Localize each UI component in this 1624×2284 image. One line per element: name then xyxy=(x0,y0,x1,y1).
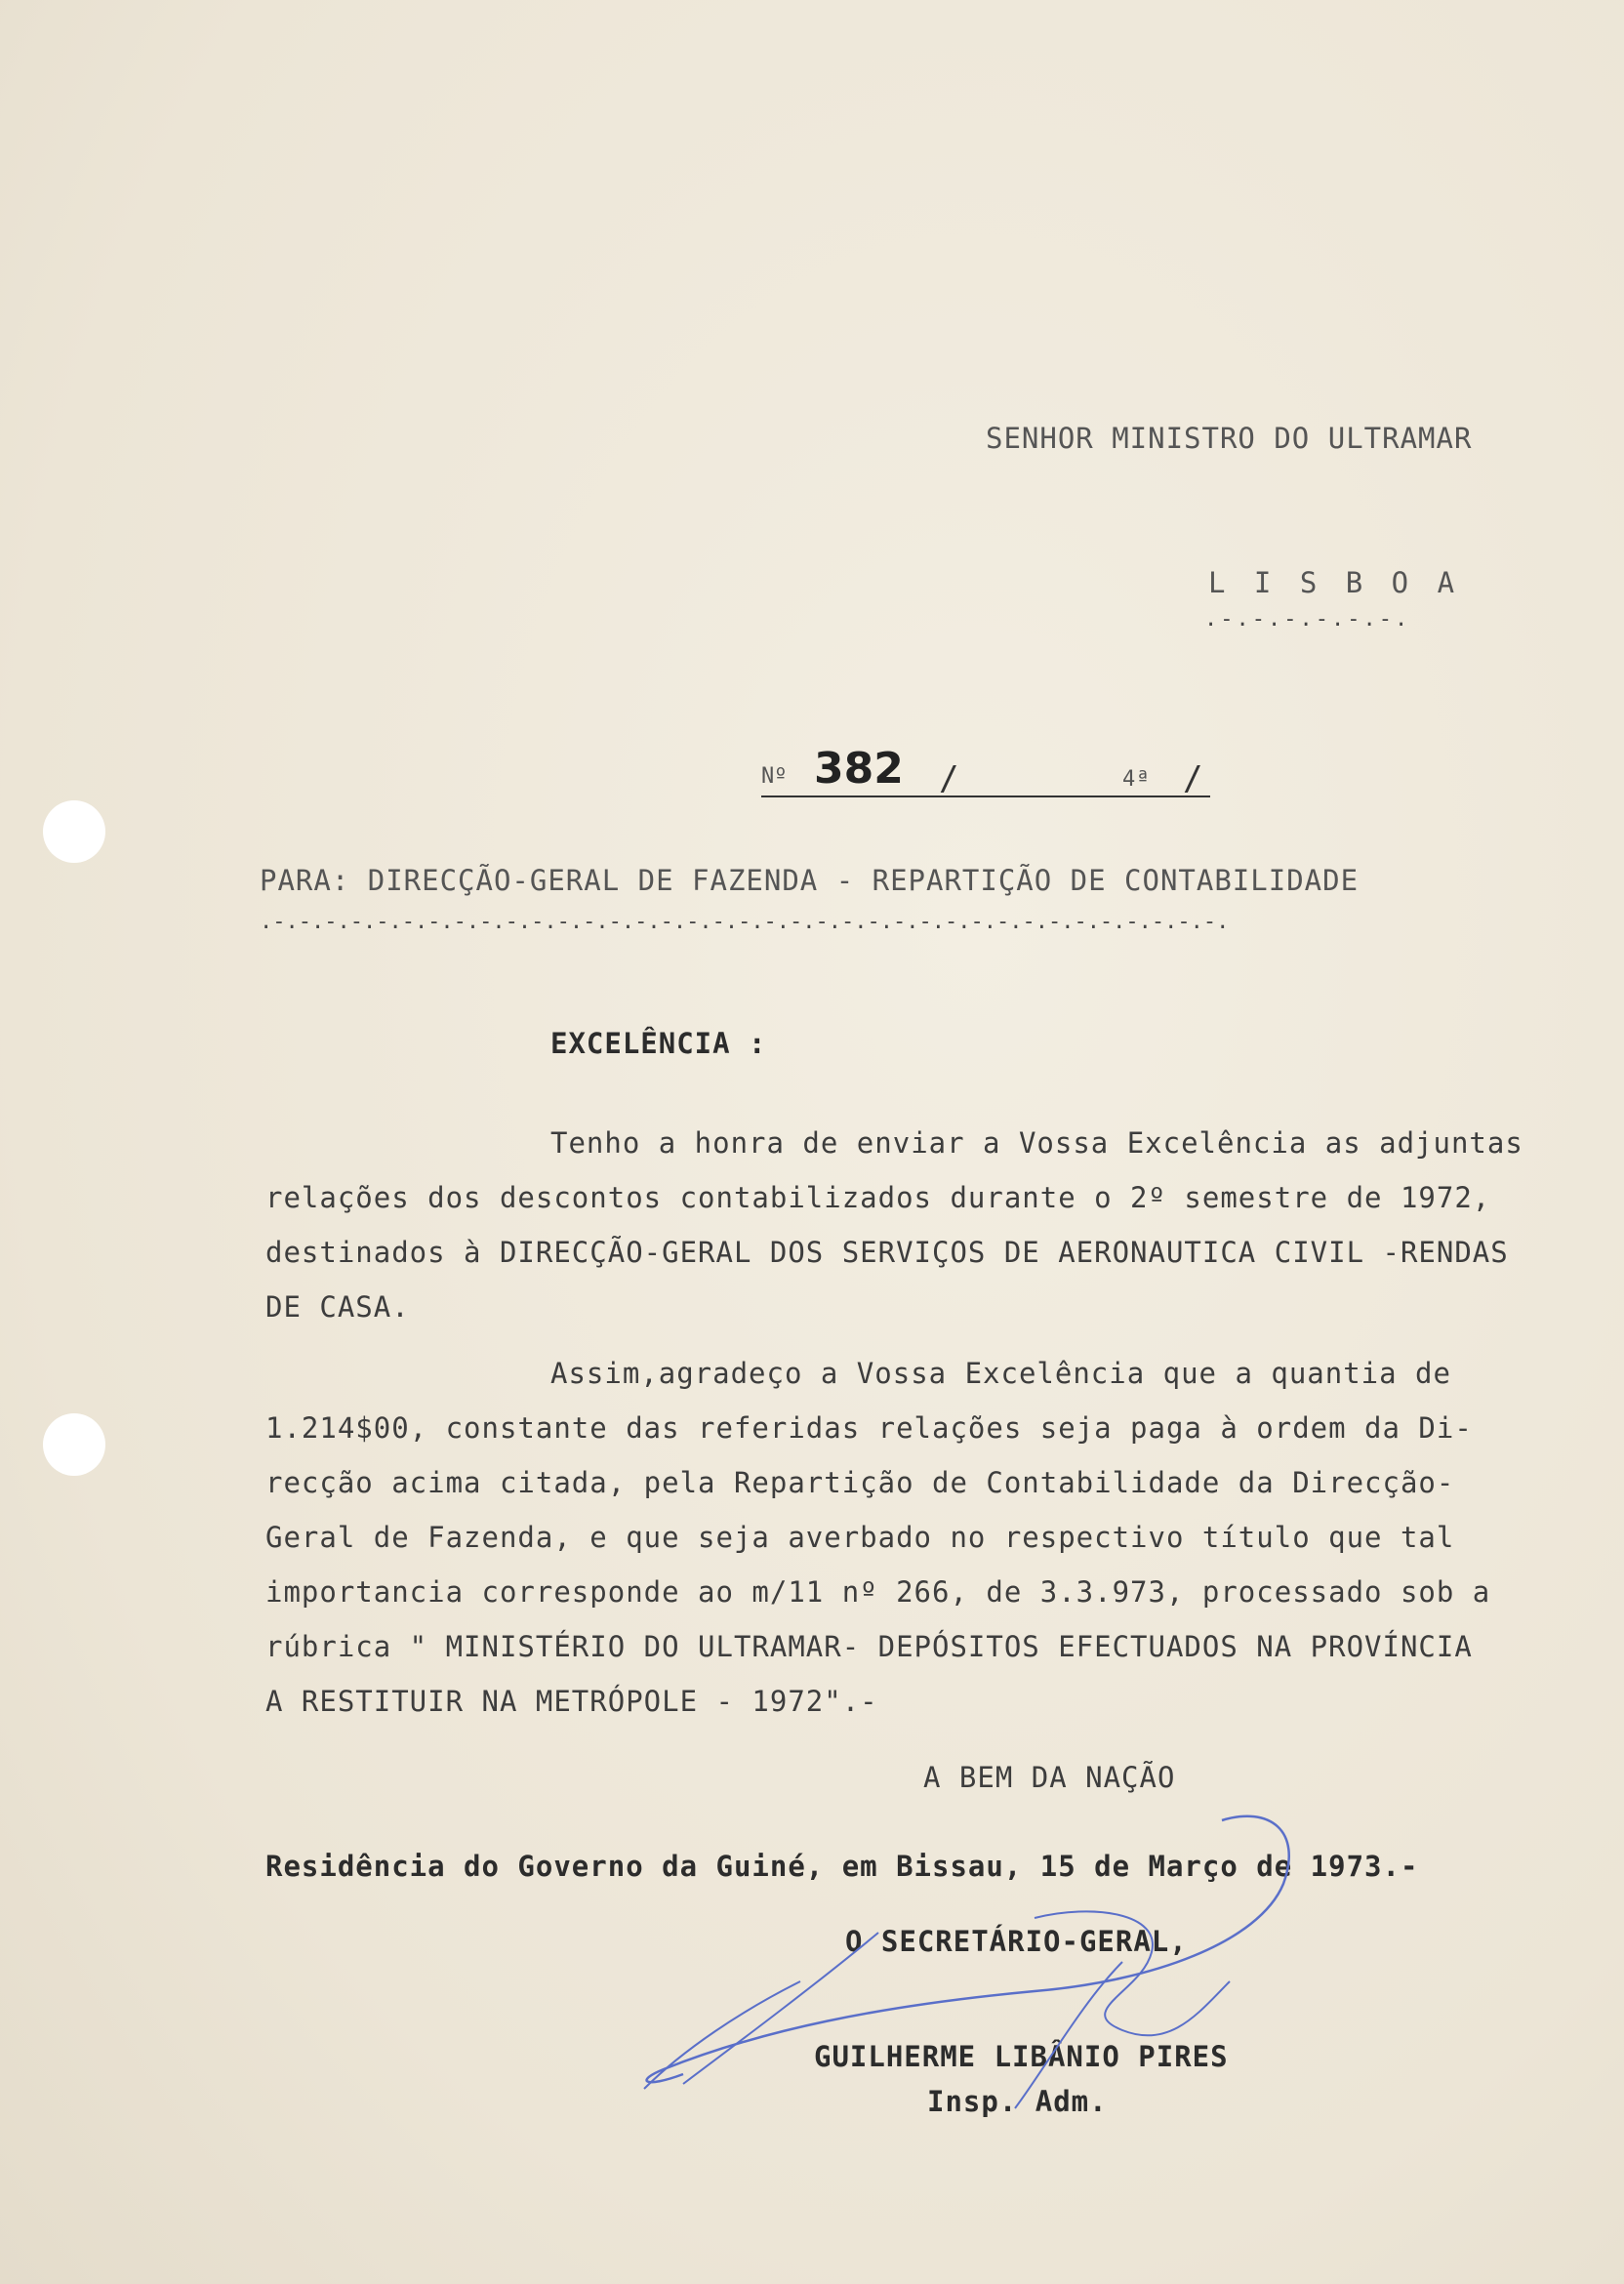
body-line: importancia corresponde ao m/11 nº 266, de 3.3.973, processado sob a xyxy=(265,1575,1491,1609)
reference-section: 4ª xyxy=(1122,767,1151,792)
reference-number: 382 xyxy=(814,744,904,794)
body-line: DE CASA. xyxy=(265,1290,410,1324)
city-underline: .-.-.-.-.-.-. xyxy=(1204,607,1411,632)
salutation: EXCELÊNCIA : xyxy=(550,1027,767,1060)
reference-underline xyxy=(761,795,1210,797)
signatory-role: Insp. Adm. xyxy=(927,2085,1108,2118)
body-line: destinados à DIRECÇÃO-GERAL DOS SERVIÇOS DE AERONAUTICA CIVIL -RENDAS xyxy=(265,1236,1509,1269)
punch-hole xyxy=(43,800,105,863)
reference-label: Nº xyxy=(761,764,788,789)
punch-hole xyxy=(43,1413,105,1476)
place-date: Residência do Governo da Guiné, em Bissau, 15 de Março de 1973.- xyxy=(265,1850,1419,1883)
body-line: 1.214$00, constante das referidas relações seja paga à ordem da Di- xyxy=(265,1411,1473,1445)
reference-slash: / xyxy=(939,759,959,798)
body-line: relações dos descontos contabilizados durante o 2º semestre de 1972, xyxy=(265,1181,1491,1214)
signatory-name: GUILHERME LIBÂNIO PIRES xyxy=(814,2040,1229,2073)
city: L I S B O A xyxy=(1208,566,1461,599)
body-line: Assim,agradeço a Vossa Excelência que a quantia de xyxy=(550,1357,1451,1390)
addressee: SENHOR MINISTRO DO ULTRAMAR xyxy=(986,422,1473,455)
body-line: recção acima citada, pela Repartição de Contabilidade da Direcção- xyxy=(265,1466,1455,1499)
para-underline: .-.-.-.-.-.-.-.-.-.-.-.-.-.-.-.-.-.-.-.-.-.-.-.-.-.-.-.-.-.-.-.-.-.-.-.-.-. xyxy=(260,910,1230,934)
reference-slash: / xyxy=(1183,759,1203,798)
closing: A BEM DA NAÇÃO xyxy=(923,1761,1176,1794)
para-line: PARA: DIRECÇÃO-GERAL DE FAZENDA - REPARTIÇÃO DE CONTABILIDADE xyxy=(260,864,1360,897)
signatory-title: O SECRETÁRIO-GERAL, xyxy=(845,1925,1188,1958)
body-line: Tenho a honra de enviar a Vossa Excelência as adjuntas xyxy=(550,1126,1523,1160)
body-line: Geral de Fazenda, e que seja averbado no respectivo título que tal xyxy=(265,1521,1455,1554)
body-line: rúbrica " MINISTÉRIO DO ULTRAMAR- DEPÓSITOS EFECTUADOS NA PROVÍNCIA xyxy=(265,1630,1473,1663)
body-line: A RESTITUIR NA METRÓPOLE - 1972".- xyxy=(265,1685,878,1718)
